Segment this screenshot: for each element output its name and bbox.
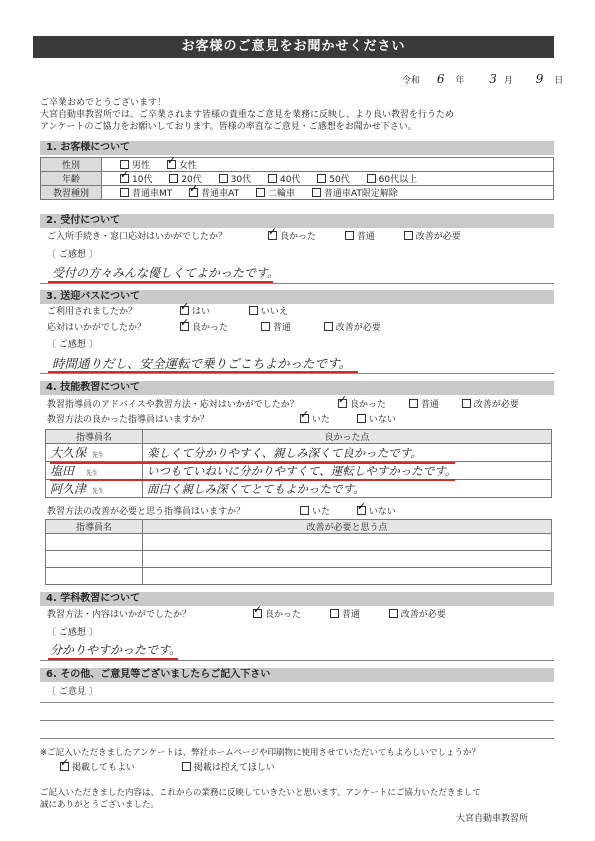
reception-question: ご入所手続き・窓口応対はいかがでしたか？	[47, 232, 228, 242]
other-comment-label: 〔 ご意見 〕	[47, 687, 98, 697]
footer-line-1: ご記入いただきました内容は、これからの業務に反映していきたいと思います。アンケートにご協力いただきまして	[40, 788, 481, 798]
reception-comment-line	[40, 283, 554, 284]
gender-male-label: 男性	[132, 161, 151, 171]
bus-comment-label: 〔 ご感想 〕	[47, 340, 98, 350]
type-at-label: 普通車AT	[201, 189, 240, 199]
bus-good-label: 良かった	[192, 323, 229, 333]
type-mt-checkbox[interactable]	[120, 188, 129, 197]
good-table-header-name: 指導員名	[46, 430, 143, 444]
bus-good-checkbox[interactable]: ✓	[180, 316, 190, 329]
age-30s-checkbox[interactable]	[219, 174, 228, 183]
good-row-2-name-cell	[46, 462, 143, 480]
bus-use-yes-checkbox[interactable]: ✓	[180, 300, 190, 313]
section-classroom: 4. 学科教習について	[40, 592, 554, 606]
intro-line-3: アンケートのご協力をお願いしております。皆様の率直なご意見・ご感想をお聞かせ下さい。	[40, 122, 417, 132]
bad-table-header-point: 改善が必要と思う点	[143, 520, 552, 534]
classroom-comment-label: 〔 ご感想 〕	[47, 628, 98, 638]
skills-normal-checkbox[interactable]	[409, 399, 418, 408]
bad-row-1-point[interactable]	[143, 534, 552, 551]
bus-improve-checkbox[interactable]	[324, 322, 333, 331]
good-row-2-point[interactable]: いつもていねいに分かりやすくて、運転しやすかったです。	[147, 463, 457, 478]
bus-use-question: ご利用されましたか？	[47, 307, 138, 317]
consent-question: ※ご記入いただきましたアンケートは、弊社ホームページや印刷物に使用させていただいてもよろしいでしょうか？	[40, 748, 480, 758]
classroom-question: 教習方法・内容はいかがでしたか？	[47, 610, 192, 620]
reception-normal-checkbox[interactable]	[345, 231, 354, 240]
date-day-unit: 日	[554, 76, 564, 86]
intro-line-2: 大宮自動車教習所では、ご卒業されます皆様の貴重なご意見を業務に反映し、より良い教習を行うため	[40, 110, 455, 120]
skills-advice-question: 教習指導員のアドバイスや教習方法・応対はいかがでしたか？	[47, 400, 299, 410]
consent-options	[60, 756, 289, 774]
form-title: お客様のご意見をお聞かせください	[33, 36, 554, 58]
bad-row-2-point[interactable]	[143, 551, 552, 568]
good-row-3-point[interactable]: 面白く親しみ深くてとてもよかったです。	[147, 481, 365, 496]
age-10s-label: 10代	[132, 175, 153, 185]
age-options	[102, 168, 554, 186]
other-line-1[interactable]	[40, 702, 554, 703]
classroom-comment-line	[40, 660, 554, 661]
type-label: 教習種別	[41, 186, 102, 200]
good-row-3-suffix: 先生	[92, 488, 105, 495]
classroom-improve-label: 改善が必要	[400, 610, 446, 620]
other-line-2[interactable]	[40, 720, 554, 721]
good-row-1-suffix: 先生	[92, 452, 105, 459]
reception-good-checkbox[interactable]: ✓	[268, 225, 278, 238]
bad-row-3-point[interactable]	[143, 568, 552, 585]
classroom-comment[interactable]: 分かりやすかったです。	[50, 643, 182, 657]
consent-deny-label: 掲載は控えてほしい	[193, 763, 275, 773]
good-row-3-name-cell	[46, 480, 143, 498]
reception-options	[268, 225, 475, 243]
section-customer: 1. お客様について	[40, 141, 554, 155]
footer-line-2: 誠にありがとうございました。	[40, 800, 160, 810]
reception-comment-label: 〔 ご感想 〕	[47, 250, 98, 260]
company-name: 大宮自動車教習所	[456, 814, 529, 824]
bus-use-no-label: いいえ	[260, 307, 288, 317]
skills-good-instructor-question: 教習方法の良かった指導員はいますか？	[47, 415, 210, 425]
reception-good-label: 良かった	[280, 232, 317, 242]
reception-comment[interactable]: 受付の方々みんな優しくてよかったです。	[52, 266, 280, 280]
date-month-unit: 月	[503, 76, 513, 86]
good-row-2-suffix: 先生	[86, 470, 99, 477]
age-40s-checkbox[interactable]	[268, 174, 277, 183]
skills-improve-label: 改善が必要	[473, 400, 519, 410]
good-row-2-highlight	[50, 479, 455, 481]
bus-service-options	[180, 316, 395, 334]
age-60s-label: 60代以上	[378, 175, 418, 185]
age-40s-label: 40代	[279, 175, 301, 185]
date-month[interactable]: 3	[489, 72, 497, 86]
age-50s-label: 50代	[329, 175, 350, 185]
good-instructor-yes-label: いた	[312, 415, 331, 425]
type-bike-label: 二輪車	[267, 189, 295, 199]
bad-instructor-no-label: いない	[368, 507, 396, 517]
other-line-3[interactable]	[40, 738, 554, 739]
age-60s-checkbox[interactable]	[367, 174, 376, 183]
skills-good-label: 良かった	[350, 400, 387, 410]
classroom-options	[253, 603, 460, 621]
skills-normal-label: 普通	[420, 400, 439, 410]
skills-improve-checkbox[interactable]	[462, 399, 471, 408]
classroom-normal-label: 普通	[341, 610, 360, 620]
bus-comment[interactable]: 時間通りだし、安全運転で乗りごこちよかったです。	[52, 356, 352, 371]
good-table-header-point: 良かった点	[143, 430, 552, 444]
good-instructor-no-label: いない	[368, 415, 396, 425]
customer-table	[40, 154, 554, 200]
bad-row-3-name[interactable]	[46, 568, 143, 585]
bad-instructor-yes-label: いた	[312, 507, 331, 517]
good-row-1-point[interactable]: 楽しくて分かりやすく、親しみ深くて良かったです。	[147, 445, 422, 460]
good-row-1-point-cell	[143, 444, 552, 462]
gender-female-label: 女性	[178, 161, 197, 171]
gender-female-checkbox[interactable]: ✓	[166, 154, 177, 167]
bad-row-1-name[interactable]	[46, 534, 143, 551]
date-year[interactable]: 6	[436, 72, 445, 86]
good-row-3-name[interactable]: 阿久津	[50, 482, 87, 496]
bus-use-options	[180, 300, 302, 318]
good-row-1-name[interactable]: 大久保	[50, 446, 87, 460]
good-row-1-highlight	[50, 462, 455, 464]
age-30s-label: 30代	[230, 175, 252, 185]
bad-instructor-yes-checkbox[interactable]	[300, 506, 309, 515]
bad-instructor-table	[45, 519, 552, 585]
section-skills: 4. 技能教習について	[40, 381, 554, 395]
bus-use-yes-label: はい	[192, 307, 211, 317]
skills-bad-instructor-options	[300, 500, 410, 518]
date-line	[402, 73, 563, 87]
type-bike-checkbox[interactable]	[256, 188, 265, 197]
date-year-unit: 年	[455, 76, 465, 86]
gender-options	[102, 154, 554, 172]
age-10s-checkbox[interactable]: ✓	[120, 168, 130, 181]
bad-table-header-name: 指導員名	[46, 520, 143, 534]
good-instructor-no-checkbox[interactable]	[357, 414, 366, 423]
skills-good-checkbox[interactable]: ✓	[338, 393, 348, 406]
skills-advice-options	[338, 393, 533, 411]
consent-allow-label: 掲載してもよい	[72, 763, 136, 773]
good-instructor-yes-checkbox[interactable]: ✓	[300, 408, 310, 421]
good-row-2-name[interactable]: 塩田	[50, 464, 75, 478]
reception-normal-label: 普通	[356, 232, 375, 242]
type-at-checkbox[interactable]: ✓	[189, 182, 199, 195]
type-options	[102, 182, 554, 200]
bad-instructor-no-checkbox[interactable]: ✓	[356, 500, 367, 513]
type-mt-label: 普通車MT	[132, 189, 173, 199]
bus-normal-checkbox[interactable]	[261, 322, 270, 331]
bus-service-question: 応対はいかがでしたか？	[47, 323, 147, 333]
good-row-2-point-cell	[143, 462, 552, 480]
gender-label: 性別	[41, 158, 102, 172]
section-bus: 3. 送迎バスについて	[40, 290, 554, 304]
type-at-release-checkbox[interactable]	[312, 188, 321, 197]
reception-improve-label: 改善が必要	[415, 232, 461, 242]
age-20s-checkbox[interactable]	[169, 174, 178, 183]
consent-deny-checkbox[interactable]	[182, 762, 191, 771]
age-50s-checkbox[interactable]	[317, 174, 326, 183]
bad-row-2-name[interactable]	[46, 551, 143, 568]
classroom-good-label: 良かった	[265, 610, 302, 620]
intro-line-1: ご卒業おめでとうございます！	[40, 98, 167, 108]
skills-bad-instructor-question: 教習方法の改善が必要と思う指導員はいますか？	[47, 507, 246, 517]
section-other: 6. その他、ご意見等ございましたらご記入下さい	[40, 668, 554, 682]
classroom-improve-checkbox[interactable]	[389, 609, 398, 618]
bus-use-no-checkbox[interactable]	[249, 306, 258, 315]
consent-allow-checkbox[interactable]: ✓	[60, 756, 70, 769]
classroom-normal-checkbox[interactable]	[330, 609, 339, 618]
bus-normal-label: 普通	[272, 323, 291, 333]
classroom-good-checkbox[interactable]: ✓	[253, 603, 263, 616]
good-row-1-name-cell	[46, 444, 143, 462]
bus-comment-line	[40, 373, 554, 374]
bus-improve-label: 改善が必要	[335, 323, 381, 333]
reception-improve-checkbox[interactable]	[404, 231, 413, 240]
skills-good-instructor-options	[300, 408, 410, 426]
date-day[interactable]: 9	[535, 72, 544, 86]
good-row-3-point-cell	[143, 480, 552, 498]
age-20s-label: 20代	[181, 175, 202, 185]
date-era: 令和	[402, 76, 421, 86]
type-at-release-label: 普通車AT限定解除	[323, 189, 398, 199]
age-label: 年齢	[41, 172, 102, 186]
section-reception: 2. 受付について	[40, 214, 554, 228]
